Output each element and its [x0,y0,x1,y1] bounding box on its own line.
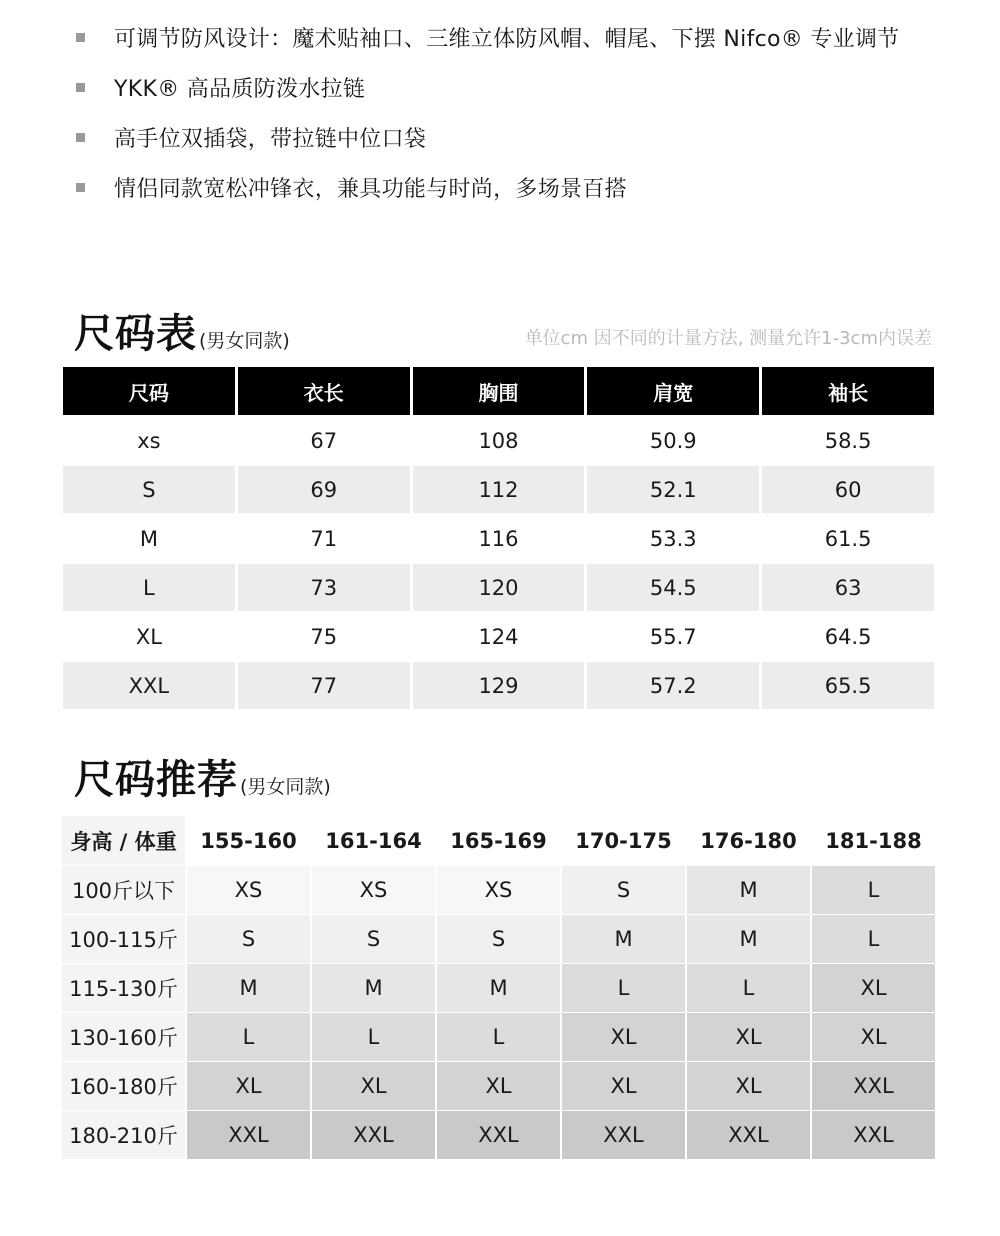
table-cell: 71 [310,526,338,551]
recommended-size-cell: L [437,1013,560,1061]
recommended-size-cell: XL [812,1013,935,1061]
table-cell: 108 [478,428,519,453]
table-cell: 53.3 [649,526,697,551]
measurement-note: 单位cm 因不同的计量方法, 测量允许1-3cm内误差 [524,328,932,349]
recommended-size-cell: L [812,866,935,914]
column-header: 胸围 [413,367,585,415]
square-bullet-icon [76,33,85,42]
recommended-size-cell: XL [687,1013,810,1061]
recommended-size-cell: XXL [687,1111,810,1159]
table-cell: 50.9 [649,428,697,453]
recommended-size-cell: L [687,964,810,1012]
table-cell: XXL [63,662,235,709]
recommended-size-cell: L [312,1013,435,1061]
height-range-header: 170-175 [562,816,685,865]
recommended-size-cell: XL [687,1062,810,1110]
recommended-size-cell: XL [562,1062,685,1110]
feature-item [76,12,976,62]
column-header: 肩宽 [587,367,759,415]
recommendation-heading [74,748,331,805]
recommended-size-cell: M [687,866,810,914]
recommended-size-cell: S [312,915,435,963]
size-chart-subtitle: (男女同款) [199,330,290,352]
recommendation-subtitle: (男女同款) [240,776,331,798]
recommended-size-cell: M [312,964,435,1012]
table-cell: S [63,466,235,513]
recommended-size-cell: S [562,866,685,914]
feature-text: 高手位双插袋，带拉链中位口袋 [114,126,427,152]
height-weight-header: 身高 / 体重 [62,816,185,865]
feature-item [76,162,976,212]
recommended-size-cell: XXL [562,1111,685,1159]
table-cell: M [139,526,158,551]
recommended-size-cell: XXL [437,1111,560,1159]
table-cell: 63 [762,564,934,611]
table-row [63,564,934,611]
column-header: 袖长 [762,367,934,415]
recommended-size-cell: XS [187,866,310,914]
table-cell: 61.5 [824,526,872,551]
weight-range-label: 160-180斤 [62,1062,185,1110]
height-range-header: 155-160 [187,816,310,865]
square-bullet-icon [76,83,85,92]
recommendation-header-row [62,816,935,865]
weight-range-label: 100斤以下 [62,866,185,914]
table-cell: 75 [310,624,338,649]
feature-list [76,12,976,212]
recommended-size-cell: XL [187,1062,310,1110]
recommended-size-cell: XL [437,1062,560,1110]
table-cell: 60 [762,466,934,513]
table-cell: 67 [310,428,338,453]
table-row [63,417,934,464]
table-row [62,1013,935,1061]
table-row [62,1111,935,1159]
table-cell: 52.1 [587,466,759,513]
table-cell: 77 [238,662,410,709]
table-cell: 54.5 [587,564,759,611]
recommended-size-cell: XL [312,1062,435,1110]
recommended-size-cell: S [187,915,310,963]
recommended-size-cell: S [437,915,560,963]
table-row [62,1062,935,1110]
table-cell: 116 [478,526,519,551]
recommended-size-cell: M [187,964,310,1012]
recommendation-title: 尺码推荐 [74,757,238,803]
table-row [63,515,934,562]
table-row [63,466,934,513]
table-cell: 120 [413,564,585,611]
table-cell: 112 [413,466,585,513]
recommended-size-cell: XXL [812,1111,935,1159]
table-row [62,915,935,963]
recommended-size-cell: XXL [312,1111,435,1159]
recommended-size-cell: L [187,1013,310,1061]
feature-text: YKK® 高品质防泼水拉链 [114,76,366,102]
table-cell: 58.5 [824,428,872,453]
table-cell: 57.2 [587,662,759,709]
column-header: 尺码 [63,367,235,415]
recommended-size-cell: M [437,964,560,1012]
recommended-size-cell: XL [812,964,935,1012]
column-header: 衣长 [238,367,410,415]
square-bullet-icon [76,183,85,192]
table-cell: L [63,564,235,611]
table-row [63,662,934,709]
table-cell: 55.7 [649,624,697,649]
table-cell: 124 [478,624,519,649]
feature-item [76,62,976,112]
recommended-size-cell: M [562,915,685,963]
recommended-size-cell: L [812,915,935,963]
weight-range-label: 100-115斤 [62,915,185,963]
table-cell: 69 [238,466,410,513]
recommended-size-cell: XXL [812,1062,935,1110]
feature-text: 情侣同款宽松冲锋衣，兼具功能与时尚，多场景百搭 [114,176,627,202]
table-cell: 129 [413,662,585,709]
table-cell: 73 [238,564,410,611]
size-chart-header-row [63,367,934,415]
recommended-size-cell: XL [562,1013,685,1061]
recommended-size-cell: XS [437,866,560,914]
feature-item [76,112,976,162]
table-cell: 65.5 [762,662,934,709]
height-range-header: 176-180 [687,816,810,865]
recommended-size-cell: L [562,964,685,1012]
recommended-size-cell: M [687,915,810,963]
recommended-size-cell: XXL [187,1111,310,1159]
size-chart-heading [74,302,290,359]
size-chart-table [60,365,937,711]
table-cell: xs [137,428,161,453]
table-row [62,964,935,1012]
table-cell: 64.5 [824,624,872,649]
feature-text: 可调节防风设计：魔术贴袖口、三维立体防风帽、帽尾、下摆 Nifco® 专业调节 [114,26,900,52]
weight-range-label: 115-130斤 [62,964,185,1012]
table-cell: XL [135,624,162,649]
height-range-header: 161-164 [312,816,435,865]
recommended-size-cell: XS [312,866,435,914]
table-row [63,613,934,660]
height-range-header: 165-169 [437,816,560,865]
size-recommendation-table [60,815,937,1160]
weight-range-label: 180-210斤 [62,1111,185,1159]
size-chart-title: 尺码表 [74,311,197,357]
weight-range-label: 130-160斤 [62,1013,185,1061]
table-row [62,866,935,914]
square-bullet-icon [76,133,85,142]
height-range-header: 181-188 [812,816,935,865]
